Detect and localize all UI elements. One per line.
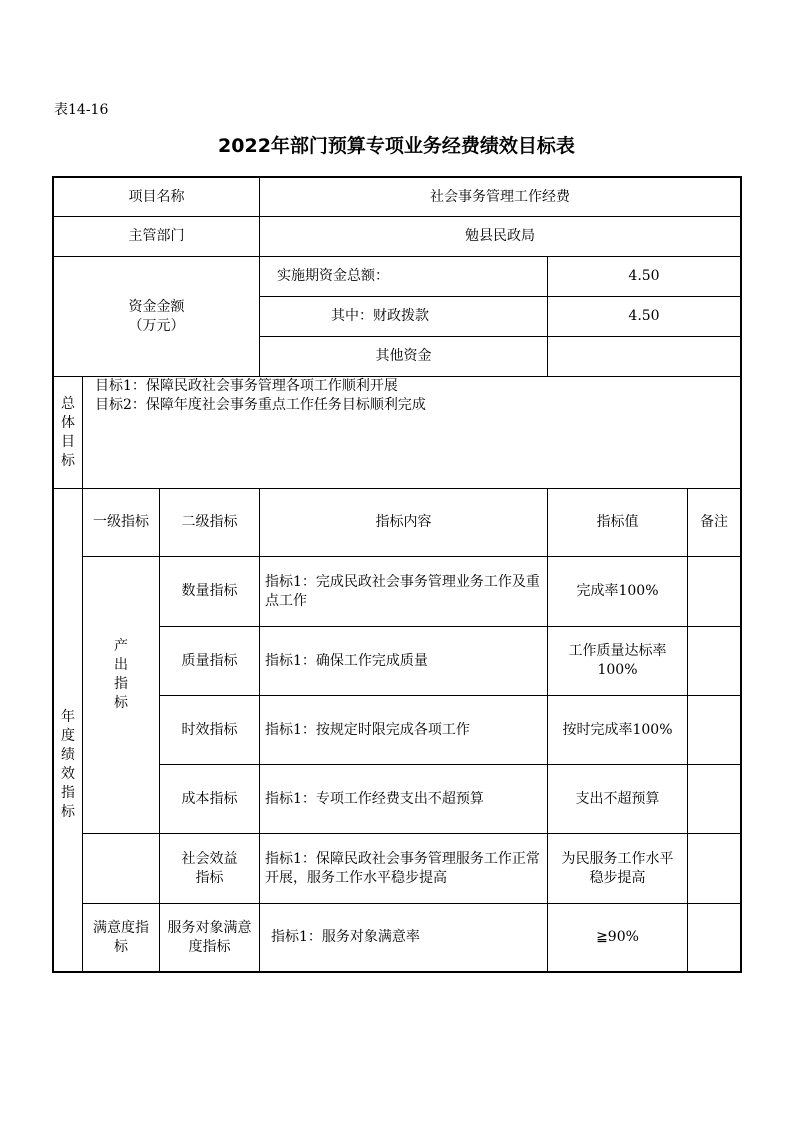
indicator-note [688, 696, 740, 764]
indicator-level2: 服务对象满意度指标 [167, 919, 252, 955]
overall-goal-2: 目标2：保障年度社会事务重点工作任务目标顺利完成 [95, 397, 426, 413]
indicator-value: 工作质量达标率100% [568, 643, 667, 678]
project-name-value: 社会事务管理工作经费 [430, 188, 570, 205]
fund-fiscal-label: 其中：财政拨款 [331, 308, 429, 324]
overall-label-char: 标 [61, 452, 75, 469]
annual-label-char: 效 [61, 766, 75, 782]
output-label-char: 出 [114, 657, 128, 673]
dept-value: 勉县民政局 [465, 228, 535, 244]
fund-label-line1: 资金金额 [128, 298, 185, 315]
indicator-content: 指标1：确保工作完成质量 [265, 652, 428, 669]
indicator-value: 为民服务工作水平稳步提高 [561, 850, 674, 886]
indicator-note [688, 834, 740, 903]
annual-label-char: 年 [61, 709, 75, 725]
output-label-char: 标 [114, 695, 128, 711]
output-indicators-label [83, 557, 159, 833]
indicator-level2: 数量指标 [181, 583, 238, 599]
fund-label-line2: （万元） [128, 317, 185, 334]
overall-goal-label [54, 377, 82, 488]
indicator-note [688, 627, 740, 695]
table-code: 表14-16 [54, 102, 109, 118]
fund-total-value: 4.50 [628, 268, 660, 284]
indicator-content: 指标1：服务对象满意率 [271, 929, 420, 945]
overall-label-char: 总 [61, 395, 75, 412]
fund-other-label: 其他资金 [375, 348, 432, 364]
page-title: 2022年部门预算专项业务经费绩效目标表 [218, 135, 575, 157]
annual-indicators-label [54, 489, 82, 971]
indicator-note [688, 904, 740, 971]
fund-fiscal-value: 4.50 [628, 308, 660, 324]
output-label-char: 产 [114, 638, 128, 654]
indicator-level2: 社会效益指标 [181, 850, 238, 886]
overall-goal-1: 目标1：保障民政社会事务管理各项工作顺利开展 [95, 378, 398, 394]
indicator-content: 指标1：完成民政社会事务管理业务工作及重点工作 [265, 573, 540, 609]
indicator-level2: 质量指标 [181, 652, 238, 669]
header-note: 备注 [700, 514, 728, 530]
indicator-content: 指标1：按规定时限完成各项工作 [265, 721, 470, 738]
table-border-right [740, 176, 742, 973]
indicator-level1 [83, 834, 159, 903]
indicator-level1: 满意度指标 [93, 919, 149, 955]
output-label-char: 指 [114, 676, 128, 692]
header-level2: 二级指标 [181, 514, 238, 530]
indicator-note [688, 557, 740, 626]
project-name-label: 项目名称 [128, 188, 185, 205]
indicator-note [688, 765, 740, 833]
annual-label-char: 指 [61, 785, 75, 801]
dept-label: 主管部门 [128, 228, 185, 244]
header-value: 指标值 [596, 514, 639, 530]
indicator-level2: 时效指标 [181, 721, 238, 738]
annual-label-char: 绩 [61, 747, 75, 763]
fund-total-label: 实施期资金总额： [277, 268, 389, 284]
indicator-value: 支出不超预算 [575, 790, 660, 807]
fund-other-value [548, 337, 740, 376]
annual-label-char: 度 [61, 728, 75, 744]
indicator-content: 指标1：保障民政社会事务管理服务工作正常开展，服务工作水平稳步提高 [265, 850, 540, 886]
overall-goals [88, 377, 738, 488]
header-content: 指标内容 [375, 514, 432, 530]
annual-label-char: 标 [61, 804, 75, 820]
fund-label [54, 257, 259, 376]
indicator-value: 按时完成率100% [562, 721, 673, 738]
overall-label-char: 目 [61, 433, 75, 450]
indicator-value: ≧90% [596, 929, 639, 945]
indicator-content: 指标1：专项工作经费支出不超预算 [265, 790, 484, 807]
header-level1: 一级指标 [93, 514, 149, 530]
table-border-bottom [52, 971, 741, 973]
overall-label-char: 体 [61, 414, 75, 431]
indicator-value: 完成率100% [576, 583, 659, 599]
indicator-level2: 成本指标 [181, 790, 238, 807]
